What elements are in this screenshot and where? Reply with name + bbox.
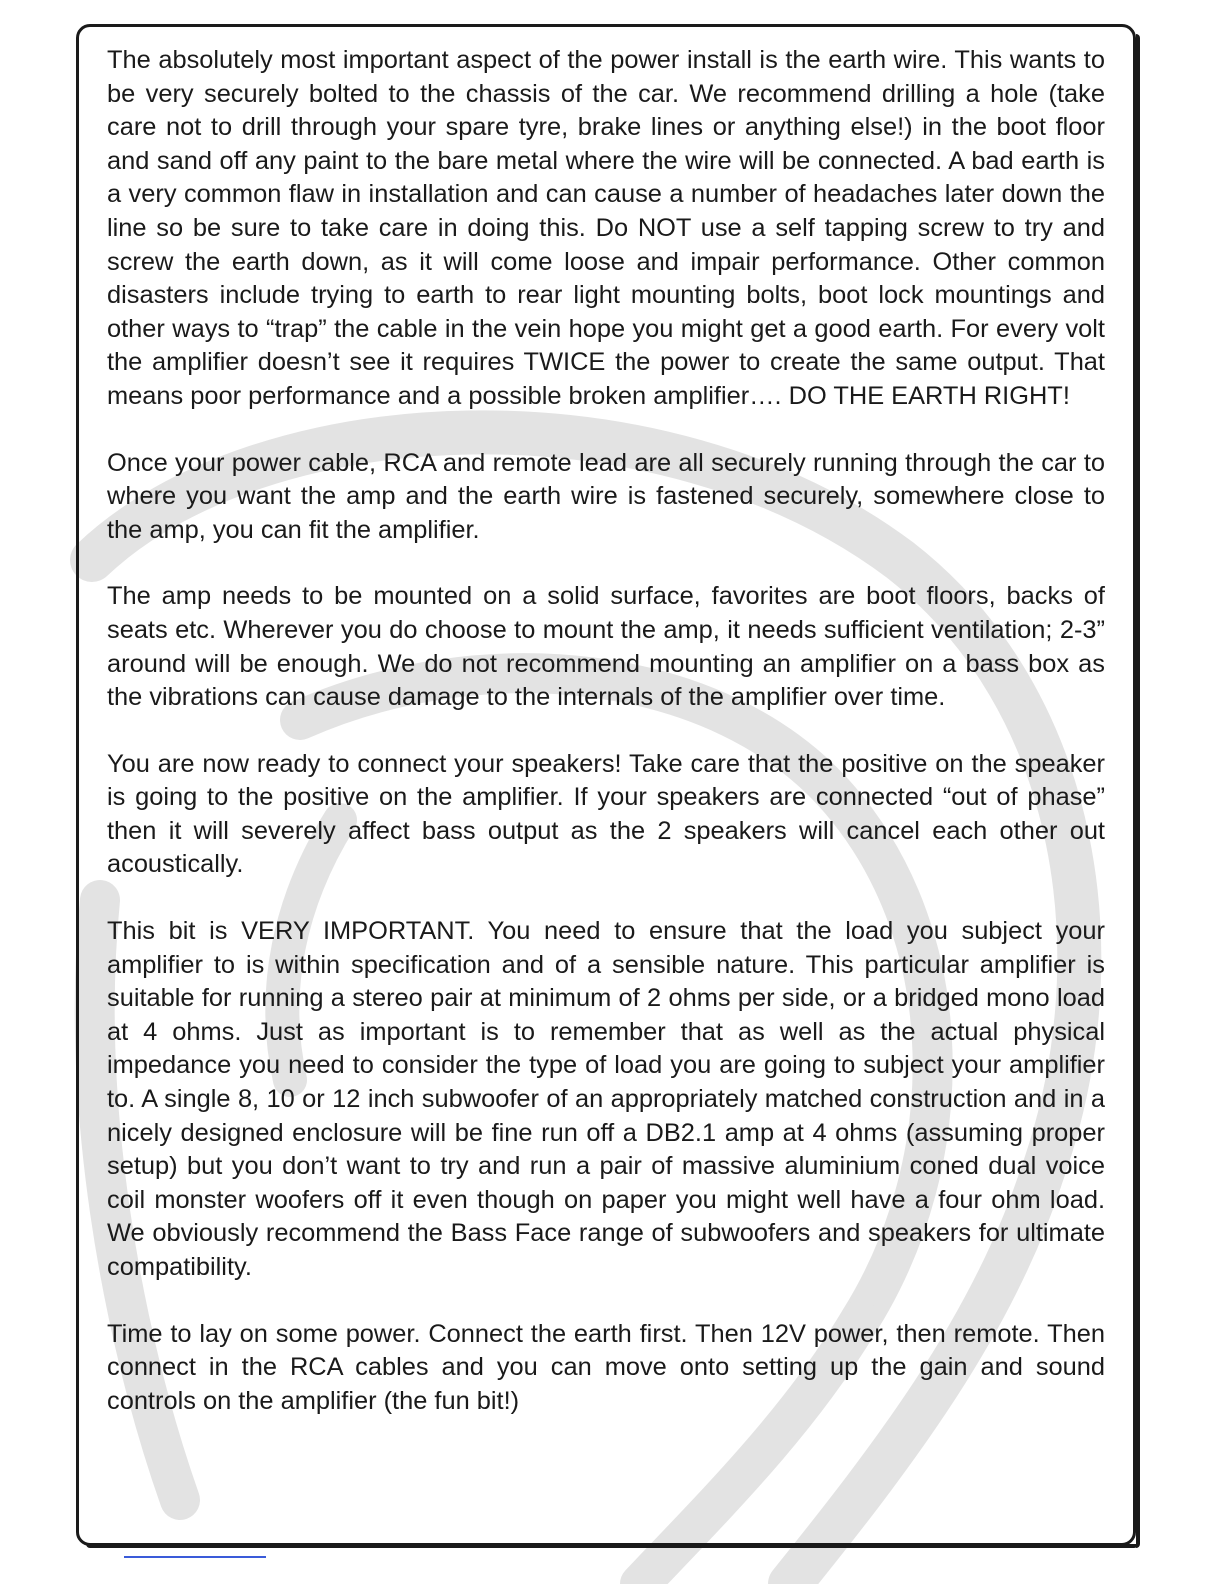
paragraph-power-up: Time to lay on some power. Connect the earth first. Then 12V power, then remote. Then connect in the RCA cables and you can move onto setting up the gain and sound controls on the amplifier (the fun bit!): [107, 1319, 1105, 1415]
paragraph-load-impedance: This bit is VERY IMPORTANT. You need to ensure that the load you subject your amplifier to is within specification and of a sensible nature. This particular amplifier is suitable for running a stereo pair at minimum of 2 ohms per side, or a bridged mono load at 4 ohms. Just as important is to remember that as well as the actual physical impedance you need to consider the type of load you are going to subject your amplifier to. A single 8, 10 or 12 inch subwoofer of an appropriately matched construction and in a nicely designed enclosure will be fine run off a DB2.1 amp at 4 ohms (assuming proper setup) but you don’t want to try and run a pair of massive aluminium coned dual voice coil monster woofers off it even though on paper you might well have a four ohm load. We obviously recommend the Bass Face range of subwoofers and speakers for ultimate compatibility.: [107, 917, 1105, 1281]
paragraph-cable-routing: Once your power cable, RCA and remote lead are all securely running through the car to where you want the amp and the earth wire is fastened securely, somewhere close to the amp, you can fit the amplifier.: [107, 448, 1105, 544]
paragraph-mounting: The amp needs to be mounted on a solid surface, favorites are boot floors, backs of seats etc. Wherever you do choose to mount the amp, it needs sufficient ventilation; 2-3” around will be enough. We do not recommend mounting an amplifier on a bass box as the vibrations can cause damage to the internals of the amplifier over time.: [107, 582, 1105, 712]
paragraph-earth-wire: The absolutely most important aspect of the power install is the earth wire. This wants to be very securely bolted to the chassis of the car. We recommend drilling a hole (take care not to drill through your spare tyre, brake lines or anything else!) in the boot floor and sand off any paint to the bare metal where the wire will be connected. A bad earth is a very common flaw in installation and can cause a number of headaches later down the line so be sure to take care in doing this. Do NOT use a self tapping screw to try and screw the earth down, as it will come loose and impair performance. Other common disasters include trying to earth to rear light mounting bolts, boot lock mountings and other ways to “trap” the cable in the vein hope you might get a good earth. For every volt the amplifier doesn’t see it requires TWICE the power to create the same output. That means poor performance and a possible broken amplifier…. DO THE EARTH RIGHT!: [107, 46, 1105, 410]
footer-underline: [124, 1556, 266, 1558]
page-border-shadow-bottom: [86, 1544, 1138, 1548]
paragraph-speakers: You are now ready to connect your speakers! Take care that the positive on the speaker is going to the positive on the amplifier. If your speakers are connected “out of phase” then it will severely affect bass output as the 2 speakers will cancel each other out acoustically.: [107, 749, 1105, 879]
instructions-body: [107, 44, 1105, 1451]
page-border-shadow-right: [1136, 34, 1140, 1548]
